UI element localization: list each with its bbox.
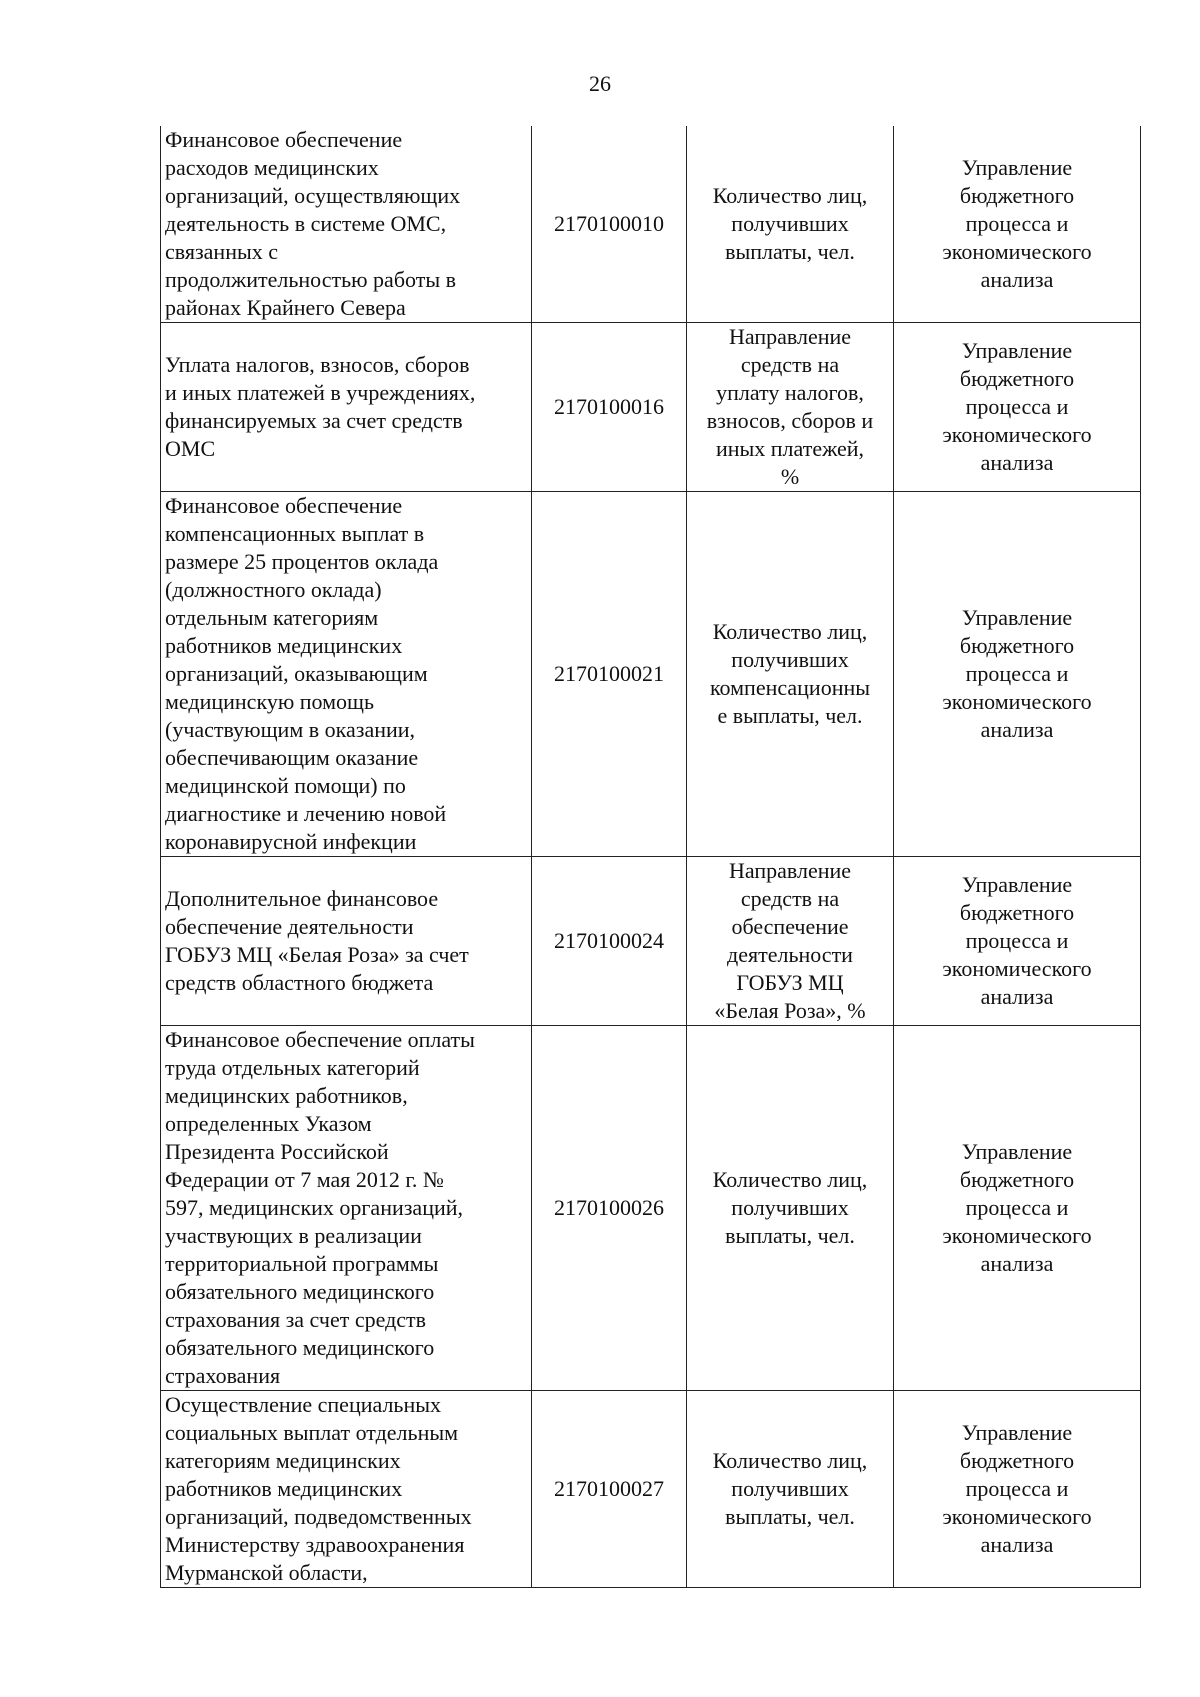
cell-name-text: Финансовое обеспечение расходов медицинских организаций, осуществляющих деятельность в системе ОМС, связанных с продолжительностью работы в районах Крайнего Севера — [165, 127, 461, 320]
cell-responsible-text: Управление бюджетного процесса и экономического анализа — [942, 155, 1092, 292]
cell-indicator — [687, 492, 894, 857]
table-row — [161, 1391, 1141, 1588]
cell-name — [161, 492, 532, 857]
cell-indicator-text: Количество лиц, получивших выплаты, чел. — [712, 1448, 868, 1529]
cell-indicator — [687, 857, 894, 1026]
cell-responsible-text: Управление бюджетного процесса и экономического анализа — [942, 338, 1092, 475]
cell-indicator — [687, 323, 894, 492]
table-row — [161, 1026, 1141, 1391]
cell-responsible-text: Управление бюджетного процесса и экономического анализа — [942, 1139, 1092, 1276]
cell-code-text: 2170100016 — [554, 394, 664, 419]
cell-indicator-text: Количество лиц, получивших компенсационны е выплаты, чел. — [709, 619, 871, 728]
cell-indicator-text: Направление средств на уплату налогов, взносов, сборов и иных платежей, % — [706, 324, 874, 489]
cell-indicator-text: Направление средств на обеспечение деятельности ГОБУЗ МЦ «Белая Роза», % — [714, 858, 866, 1023]
cell-indicator-text: Количество лиц, получивших выплаты, чел. — [712, 183, 868, 264]
cell-name — [161, 126, 532, 323]
cell-indicator-text: Количество лиц, получивших выплаты, чел. — [712, 1167, 868, 1248]
table-row — [161, 323, 1141, 492]
cell-code-text: 2170100027 — [554, 1476, 664, 1501]
cell-code-text: 2170100010 — [554, 211, 664, 236]
cell-code-text: 2170100026 — [554, 1195, 664, 1220]
cell-responsible — [894, 1026, 1141, 1391]
cell-responsible — [894, 1391, 1141, 1588]
cell-indicator — [687, 1026, 894, 1391]
cell-code — [532, 323, 687, 492]
cell-code — [532, 857, 687, 1026]
cell-code — [532, 1026, 687, 1391]
cell-name-text: Уплата налогов, взносов, сборов и иных платежей в учреждениях, финансируемых за счет средств ОМС — [165, 352, 476, 461]
cell-name-text: Финансовое обеспечение оплаты труда отдельных категорий медицинских работников, определенных Указом Президента Российской Федерации от 7 мая 2012 г. № 597, медицинских организаций, участвующих в реализации территориальной программы обязательного медицинского страхования за счет средств обязательного медицинского страхования — [165, 1027, 475, 1388]
cell-responsible-text: Управление бюджетного процесса и экономического анализа — [942, 1420, 1092, 1557]
cell-name-text: Осуществление специальных социальных выплат отдельным категориям медицинских работников медицинских организаций, подведомственных Министерству здравоохранения Мурманской области, — [165, 1392, 472, 1585]
cell-responsible — [894, 323, 1141, 492]
cell-name-text: Финансовое обеспечение компенсационных выплат в размере 25 процентов оклада (должностного оклада) отдельным категориям работников медицинских организаций, оказывающим медицинскую помощь (участвующим в оказании, обеспечивающим оказание медицинской помощи) по диагностике и лечению новой коронавирусной инфекции — [165, 493, 447, 854]
cell-name — [161, 1026, 532, 1391]
cell-name — [161, 323, 532, 492]
table-row — [161, 857, 1141, 1026]
cell-name-text: Дополнительное финансовое обеспечение деятельности ГОБУЗ МЦ «Белая Роза» за счет средств областного бюджета — [165, 886, 469, 995]
cell-name — [161, 857, 532, 1026]
cell-indicator — [687, 126, 894, 323]
cell-code — [532, 492, 687, 857]
cell-name — [161, 1391, 532, 1588]
cell-responsible — [894, 857, 1141, 1026]
cell-code — [532, 1391, 687, 1588]
cell-responsible — [894, 492, 1141, 857]
table-row — [161, 126, 1141, 323]
table-row — [161, 492, 1141, 857]
cell-code — [532, 126, 687, 323]
cell-responsible-text: Управление бюджетного процесса и экономического анализа — [942, 605, 1092, 742]
cell-indicator — [687, 1391, 894, 1588]
cell-responsible — [894, 126, 1141, 323]
expenditure-table — [160, 126, 1141, 1588]
cell-responsible-text: Управление бюджетного процесса и экономического анализа — [942, 872, 1092, 1009]
page-number: 26 — [589, 71, 611, 96]
cell-code-text: 2170100021 — [554, 661, 664, 686]
cell-code-text: 2170100024 — [554, 928, 664, 953]
